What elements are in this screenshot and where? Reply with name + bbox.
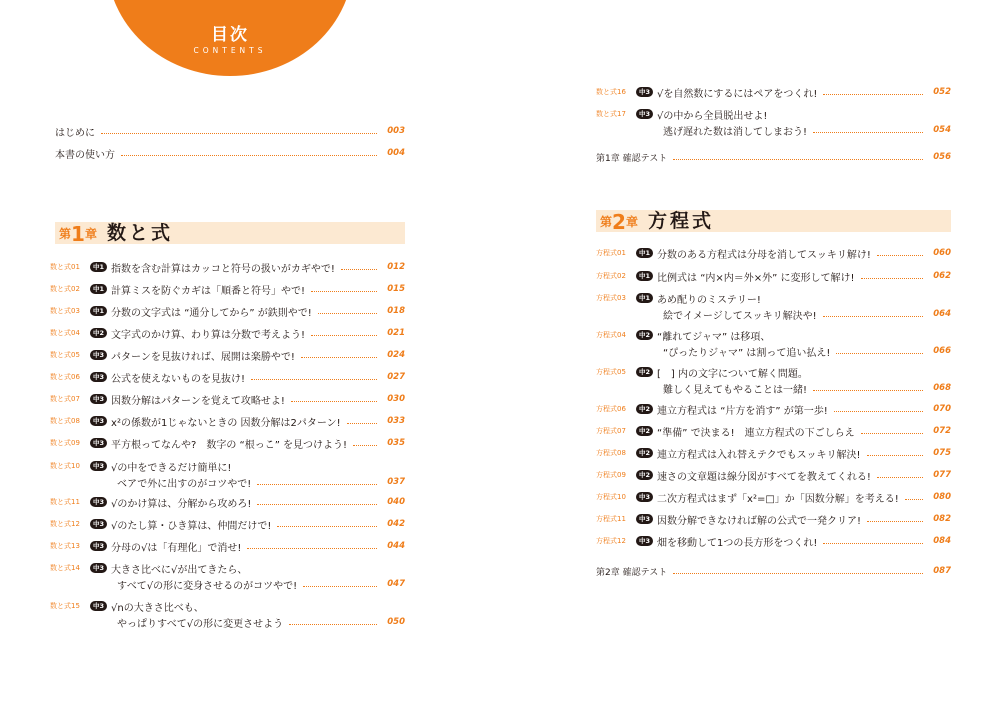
leader-dots: [823, 87, 923, 95]
grade-badge: 中3: [90, 416, 107, 426]
toc-entry[interactable]: [50, 494, 405, 510]
grade-badge: 中2: [636, 426, 653, 436]
entry-page: 030: [387, 394, 405, 404]
entry-page: 044: [387, 541, 405, 551]
grade-badge: 中3: [90, 497, 107, 507]
chapter-title: 数と式: [106, 222, 173, 244]
leader-dots: [813, 125, 923, 133]
leader-dots: [834, 404, 923, 412]
entry-text: 連立方程式は入れ替えテクでもスッキリ解決!: [657, 449, 861, 461]
entry-label: 数と式03: [50, 307, 80, 315]
entry-page: 070: [933, 404, 951, 414]
toc-entry[interactable]: [596, 245, 951, 261]
entry-label: 数と式06: [50, 373, 80, 381]
leader-dots: [101, 126, 377, 134]
entry-text: 平方根ってなんや? 数字の “根っこ” を見つけよう!: [111, 439, 348, 451]
entry-text-line2: やっぱりすべて√の形に変更させよう: [117, 618, 284, 630]
entry-label: 方程式09: [596, 471, 626, 479]
entry-text: “準備” で決まる! 連立方程式の下ごしらえ: [657, 427, 855, 439]
entry-page: 060: [933, 248, 951, 258]
grade-badge: 中3: [90, 601, 107, 611]
toc-entry[interactable]: [50, 516, 405, 532]
toc-entry[interactable]: [596, 489, 951, 505]
entry-text: 因数分解できなければ解の公式で一発クリア!: [657, 515, 862, 527]
grade-badge: 中3: [90, 461, 107, 471]
entry-page: 027: [387, 372, 405, 382]
entry-label: 数と式16: [596, 88, 626, 96]
chapter-prefix: 第: [59, 227, 72, 241]
leader-dots: [257, 497, 377, 505]
toc-entry[interactable]: [596, 84, 951, 100]
entry-text-line2: 逃げ遅れた数は消してしまおう!: [663, 126, 808, 138]
grade-badge: 中1: [636, 293, 653, 303]
toc-entry[interactable]: [50, 347, 405, 363]
entry-text: 本書の使い方: [55, 149, 115, 161]
grade-badge: 中2: [636, 470, 653, 480]
entry-page: 080: [933, 492, 951, 502]
leader-dots: [813, 383, 923, 391]
entry-page: 024: [387, 350, 405, 360]
entry-label: 方程式08: [596, 449, 626, 457]
entry-text: “離れてジャマ” は移項、: [657, 331, 771, 343]
entry-label: 数と式07: [50, 395, 80, 403]
entry-label: 数と式17: [596, 110, 626, 118]
entry-page: 012: [387, 262, 405, 272]
entry-text: はじめに: [55, 127, 95, 139]
entry-label: 数と式11: [50, 498, 80, 506]
leader-dots: [251, 372, 377, 380]
toc-entry[interactable]: [50, 259, 405, 275]
contents-header: [107, 0, 353, 76]
entry-text: √の中をできるだけ簡単に!: [111, 462, 232, 474]
grade-badge: 中3: [90, 541, 107, 551]
leader-dots: [311, 284, 377, 292]
leader-dots: [277, 519, 377, 527]
grade-badge: 中3: [636, 87, 653, 97]
grade-badge: 中1: [90, 262, 107, 272]
entry-page: 054: [933, 125, 951, 135]
entry-text: √を自然数にするにはペアをつくれ!: [657, 88, 818, 100]
entry-text: [ ] 内の文字について解く問題。: [657, 368, 808, 380]
entry-page: 075: [933, 448, 951, 458]
leader-dots: [289, 617, 377, 625]
toc-entry[interactable]: [50, 435, 405, 451]
entry-page: 066: [933, 346, 951, 356]
toc-entry[interactable]: [596, 423, 951, 439]
leader-dots: [867, 448, 923, 456]
entry-page: 072: [933, 426, 951, 436]
entry-text: √のかけ算は、分解から攻めろ!: [111, 498, 252, 510]
entry-text: x²の係数が1じゃないときの 因数分解は2パターン!: [111, 417, 341, 429]
entry-text: 第1章 確認テスト: [596, 153, 668, 164]
entry-text: 分数の文字式は “通分してから” が鉄則やで!: [111, 307, 312, 319]
entry-page: 052: [933, 87, 951, 97]
leader-dots: [311, 328, 377, 336]
leader-dots: [877, 248, 923, 256]
toc-entry[interactable]: [596, 290, 951, 322]
toc-entry[interactable]: [596, 268, 951, 284]
entry-page: 050: [387, 617, 405, 627]
leader-dots: [673, 152, 923, 160]
grade-badge: 中3: [90, 519, 107, 529]
entry-text: 大きさ比べに√が出てきたら、: [111, 564, 248, 576]
leader-dots: [347, 416, 377, 424]
leader-dots: [353, 438, 377, 446]
toc-entry[interactable]: [596, 106, 951, 138]
entry-text: 第2章 確認テスト: [596, 567, 668, 578]
entry-label: 数と式14: [50, 564, 80, 572]
entry-text: 因数分解はパターンを覚えて攻略せよ!: [111, 395, 285, 407]
chapter-2-test-entry[interactable]: [596, 563, 951, 579]
toc-entry-intro[interactable]: [55, 123, 405, 139]
entry-page: 033: [387, 416, 405, 426]
chapter-suffix: 章: [84, 227, 97, 241]
entry-page: 040: [387, 497, 405, 507]
leader-dots: [877, 470, 923, 478]
entry-text-line2: ベアで外に出すのがコツやで!: [117, 478, 252, 490]
entry-label: 数と式15: [50, 602, 80, 610]
grade-badge: 中3: [636, 536, 653, 546]
entry-label: 方程式11: [596, 515, 626, 523]
contents-title: 目次: [211, 25, 249, 45]
chapter-title: 方程式: [647, 210, 714, 232]
grade-badge: 中1: [636, 248, 653, 258]
entry-label: 方程式01: [596, 249, 626, 257]
chapter-1-test-entry[interactable]: [596, 149, 951, 165]
entry-text: √nの大きさ比べも、: [111, 602, 204, 614]
chapter-number: 1: [71, 222, 85, 246]
entry-page: 068: [933, 383, 951, 393]
leader-dots: [121, 148, 377, 156]
entry-text: √の中から全員脱出せよ!: [657, 110, 768, 122]
grade-badge: 中2: [90, 328, 107, 338]
entry-page: 087: [933, 566, 951, 576]
toc-entry[interactable]: [50, 303, 405, 319]
entry-text-line2: “ぴったりジャマ” は割って追い払え!: [663, 347, 831, 359]
entry-label: 数と式02: [50, 285, 80, 293]
entry-label: 数と式01: [50, 263, 80, 271]
entry-label: 数と式04: [50, 329, 80, 337]
leader-dots: [341, 262, 377, 270]
entry-text: √のたし算・ひき算は、仲間だけで!: [111, 520, 272, 532]
grade-badge: 中1: [90, 306, 107, 316]
entry-page: 056: [933, 152, 951, 162]
grade-badge: 中3: [636, 109, 653, 119]
toc-entry[interactable]: [596, 467, 951, 483]
entry-text: 分母の√は「有理化」で消せ!: [111, 542, 242, 554]
toc-entry[interactable]: [50, 369, 405, 385]
grade-badge: 中3: [90, 394, 107, 404]
toc-entry[interactable]: [596, 327, 951, 359]
toc-entry[interactable]: [50, 458, 405, 490]
grade-badge: 中3: [90, 372, 107, 382]
toc-entry[interactable]: [596, 445, 951, 461]
entry-text-line2: すべて√の形に変身させるのがコツやで!: [117, 580, 298, 592]
entry-page: 084: [933, 536, 951, 546]
chapter-prefix: 第: [600, 215, 613, 229]
leader-dots: [861, 271, 923, 279]
entry-label: 方程式06: [596, 405, 626, 413]
toc-entry[interactable]: [596, 533, 951, 549]
entry-label: 数と式08: [50, 417, 80, 425]
entry-page: 042: [387, 519, 405, 529]
entry-text: 公式を使えないものを見抜け!: [111, 373, 246, 385]
entry-label: 方程式12: [596, 537, 626, 545]
entry-text: パターンを見抜ければ、展開は楽勝やで!: [111, 351, 295, 363]
entry-page: 003: [387, 126, 405, 136]
entry-label: 方程式04: [596, 331, 626, 339]
entry-page: 082: [933, 514, 951, 524]
entry-page: 035: [387, 438, 405, 448]
entry-page: 018: [387, 306, 405, 316]
leader-dots: [301, 350, 377, 358]
entry-text: 畑を移動して1つの長方形をつくれ!: [657, 537, 818, 549]
entry-label: 数と式09: [50, 439, 80, 447]
entry-label: 方程式05: [596, 368, 626, 376]
grade-badge: 中3: [636, 514, 653, 524]
toc-entry[interactable]: [596, 401, 951, 417]
leader-dots: [257, 477, 377, 485]
entry-text: 比例式は “内×内＝外×外” に変形して解け!: [657, 272, 855, 284]
grade-badge: 中2: [636, 330, 653, 340]
toc-entry[interactable]: [50, 325, 405, 341]
leader-dots: [823, 309, 923, 317]
entry-text-line2: 難しく見えてもやることは一緒!: [663, 384, 808, 396]
entry-text: 連立方程式は “片方を消す” が第一歩!: [657, 405, 828, 417]
entry-text: 二次方程式はまず「x²=□」か「因数分解」を考える!: [657, 493, 899, 505]
entry-text: 分数のある方程式は分母を消してスッキリ解け!: [657, 249, 871, 261]
entry-page: 077: [933, 470, 951, 480]
toc-entry[interactable]: [50, 413, 405, 429]
leader-dots: [836, 346, 923, 354]
entry-label: 方程式10: [596, 493, 626, 501]
entry-label: 数と式13: [50, 542, 80, 550]
leader-dots: [823, 536, 923, 544]
toc-entry-howto[interactable]: [55, 145, 405, 161]
chapter-number: 2: [612, 210, 626, 234]
entry-page: 004: [387, 148, 405, 158]
toc-entry[interactable]: [50, 598, 405, 630]
entry-text: 計算ミスを防ぐカギは「順番と符号」やで!: [111, 285, 306, 297]
grade-badge: 中2: [636, 448, 653, 458]
entry-page: 064: [933, 309, 951, 319]
entry-label: 方程式02: [596, 272, 626, 280]
toc-entry[interactable]: [596, 364, 951, 396]
toc-entry[interactable]: [50, 538, 405, 554]
grade-badge: 中1: [90, 284, 107, 294]
leader-dots: [905, 492, 923, 500]
entry-label: 数と式10: [50, 462, 80, 470]
leader-dots: [861, 426, 923, 434]
leader-dots: [318, 306, 377, 314]
entry-label: 数と式12: [50, 520, 80, 528]
entry-text: あめ配りのミステリー!: [657, 294, 761, 306]
entry-page: 037: [387, 477, 405, 487]
entry-page: 021: [387, 328, 405, 338]
entry-text-line2: 絵でイメージしてスッキリ解決や!: [663, 310, 817, 322]
grade-badge: 中2: [636, 404, 653, 414]
entry-label: 数と式05: [50, 351, 80, 359]
entry-page: 015: [387, 284, 405, 294]
grade-badge: 中3: [90, 563, 107, 573]
toc-entry[interactable]: [50, 391, 405, 407]
entry-page: 062: [933, 271, 951, 281]
leader-dots: [867, 514, 923, 522]
leader-dots: [673, 566, 923, 574]
entry-text: 文字式のかけ算、わり算は分数で考えよう!: [111, 329, 306, 341]
grade-badge: 中2: [636, 367, 653, 377]
chapter-2-heading: [596, 210, 951, 232]
leader-dots: [303, 579, 377, 587]
grade-badge: 中3: [636, 492, 653, 502]
entry-text: 速さの文章題は線分図がすべてを教えてくれる!: [657, 471, 871, 483]
entry-label: 方程式07: [596, 427, 626, 435]
toc-entry[interactable]: [596, 511, 951, 527]
grade-badge: 中3: [90, 350, 107, 360]
leader-dots: [247, 541, 377, 549]
entry-page: 047: [387, 579, 405, 589]
leader-dots: [291, 394, 377, 402]
grade-badge: 中1: [636, 271, 653, 281]
contents-subtitle: CONTENTS: [193, 46, 267, 55]
chapter-1-heading: [55, 222, 405, 244]
entry-label: 方程式03: [596, 294, 626, 302]
toc-entry[interactable]: [50, 560, 405, 592]
toc-entry[interactable]: [50, 281, 405, 297]
chapter-suffix: 章: [625, 215, 638, 229]
grade-badge: 中3: [90, 438, 107, 448]
entry-text: 指数を含む計算はカッコと符号の扱いがカギやで!: [111, 263, 335, 275]
